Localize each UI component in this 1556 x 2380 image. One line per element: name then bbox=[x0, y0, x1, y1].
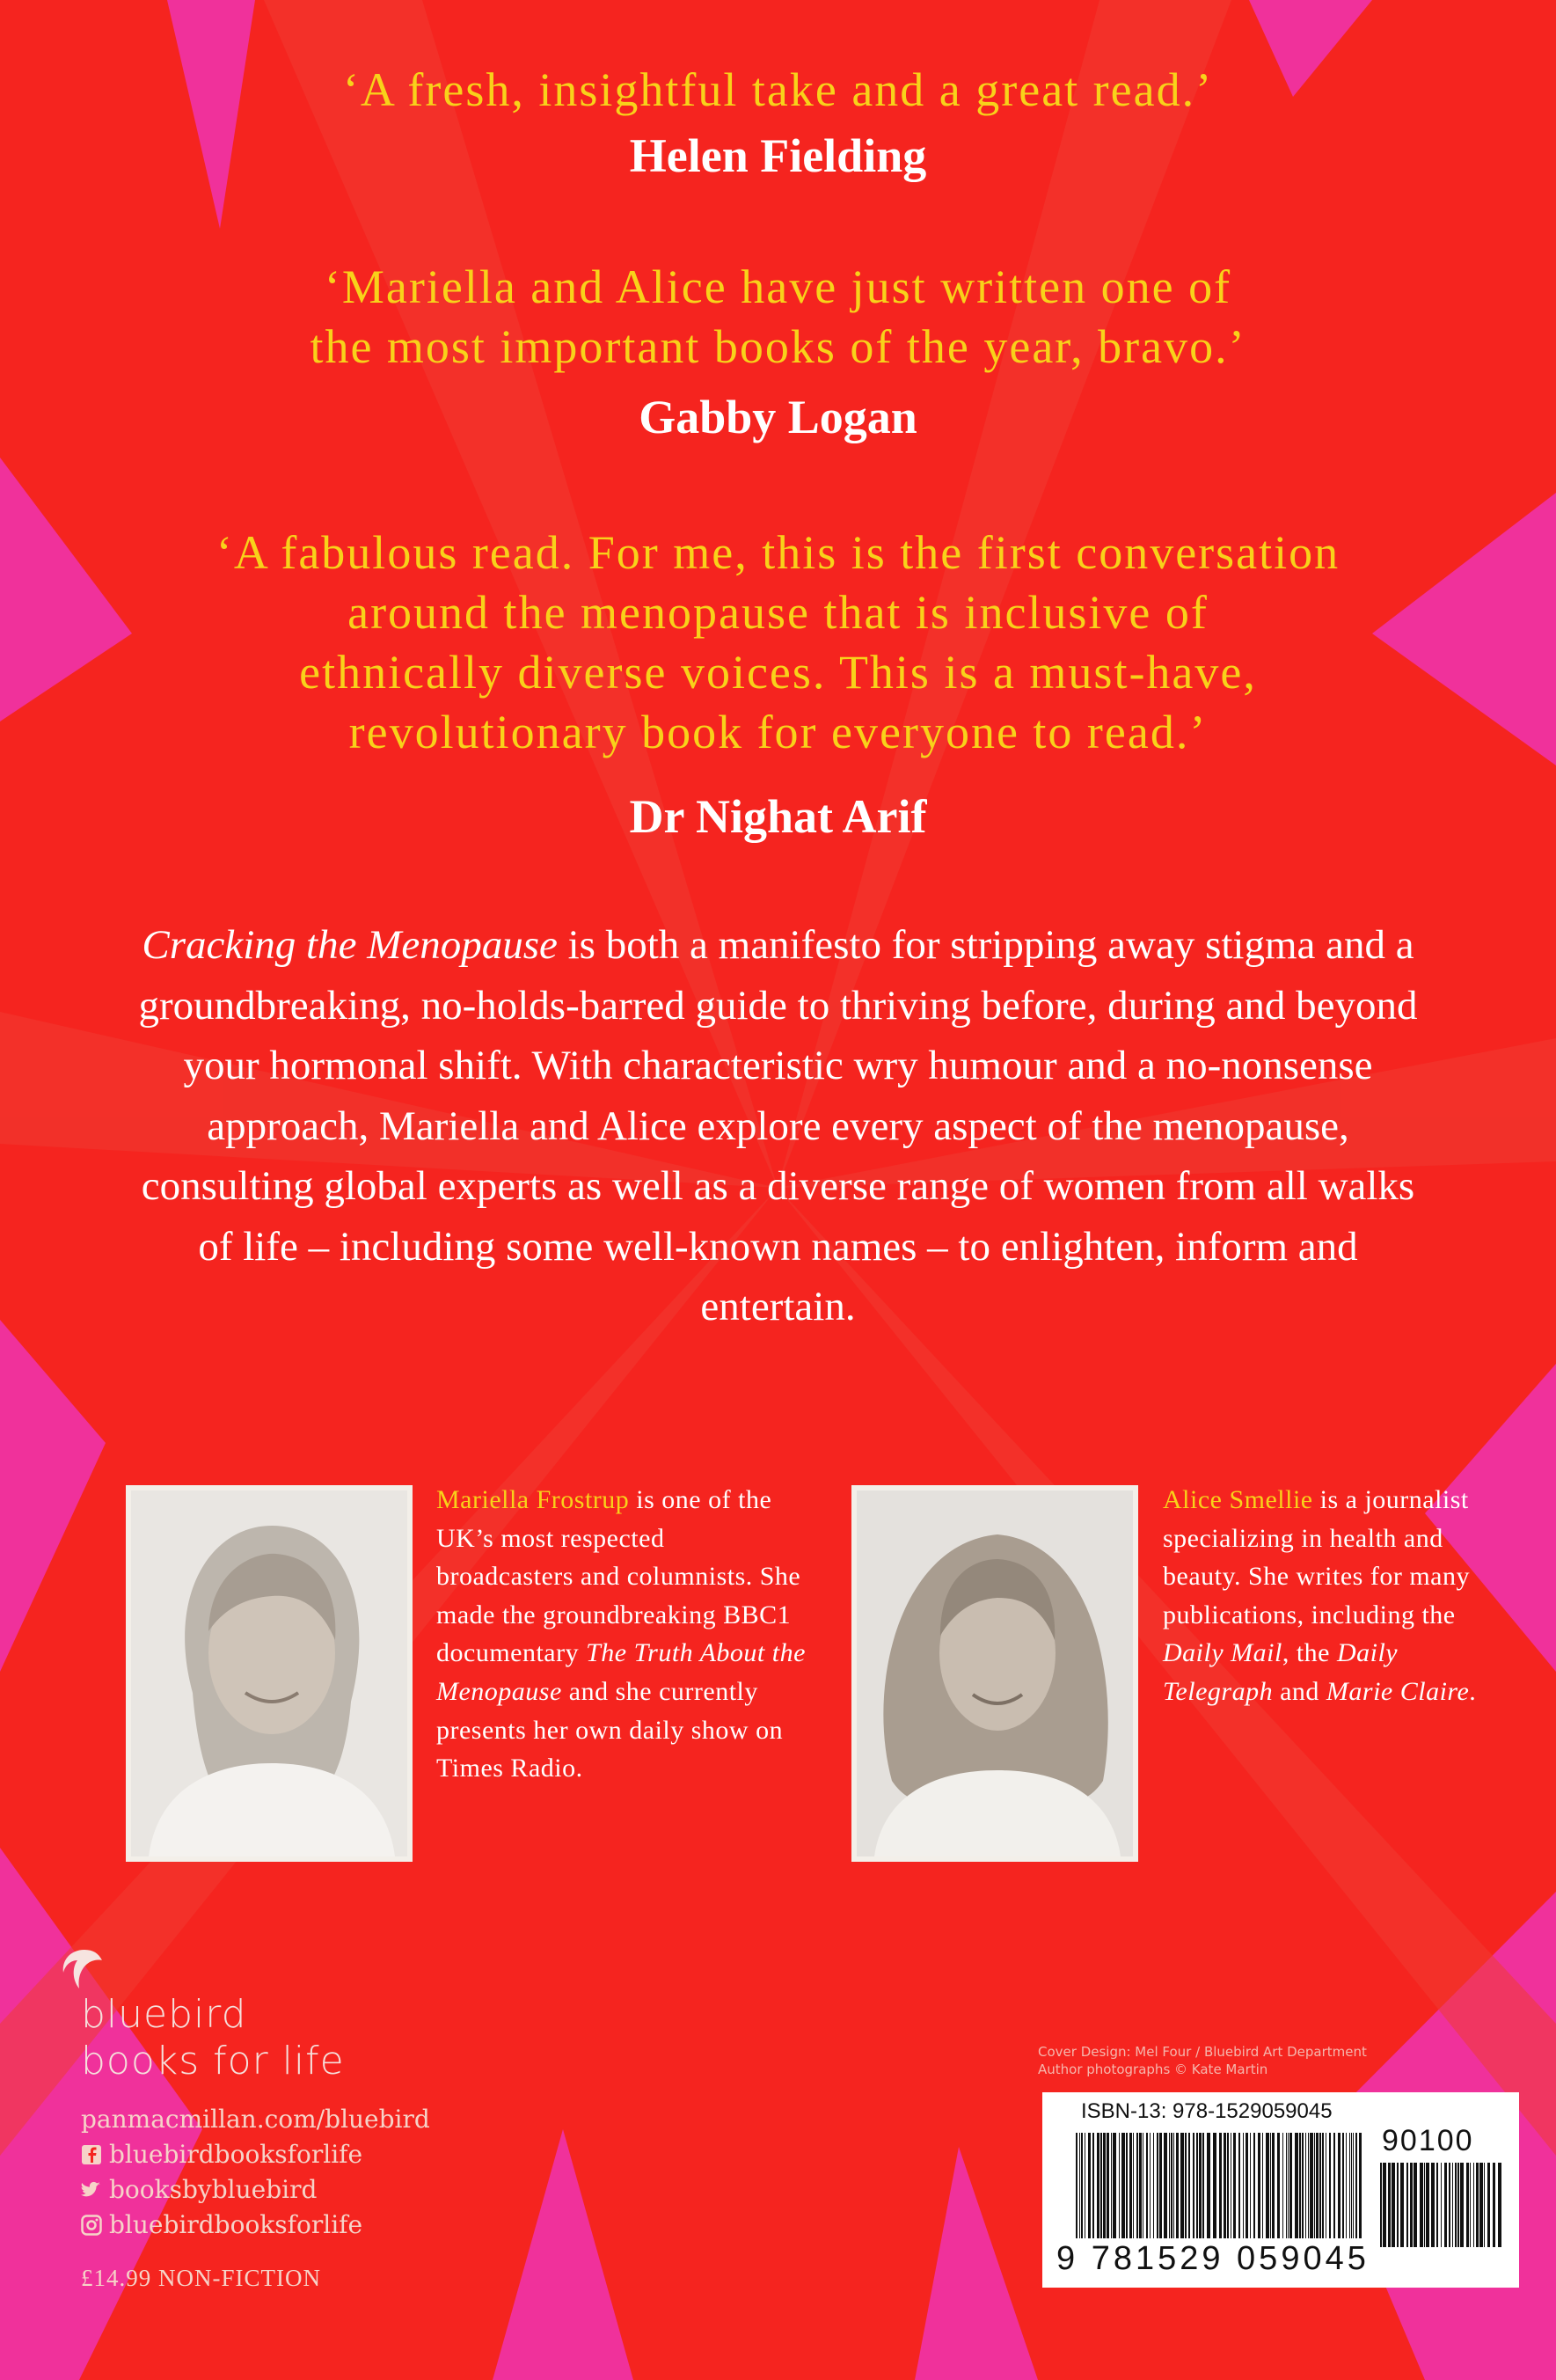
barcode-bar bbox=[1233, 2133, 1236, 2238]
barcode-bar bbox=[1289, 2133, 1292, 2238]
barcode-bar bbox=[1349, 2133, 1350, 2238]
barcode-bar bbox=[1238, 2133, 1240, 2238]
barcode-bar bbox=[1262, 2133, 1263, 2238]
barcode-bar bbox=[1302, 2133, 1304, 2238]
barcode-bar bbox=[1253, 2133, 1255, 2238]
barcode-bar bbox=[1097, 2133, 1099, 2238]
bio-text: is a journalist specializing in health and beauty. She writes for many publications, including the bbox=[1163, 1485, 1470, 1629]
barcode-bar bbox=[1400, 2163, 1404, 2247]
portrait-placeholder-icon bbox=[131, 1490, 407, 1856]
book-blurb bbox=[132, 915, 1424, 1337]
author-name-alice: Alice Smellie bbox=[1163, 1485, 1313, 1514]
barcode-bar bbox=[1126, 2133, 1128, 2238]
publication-daily-telegraph: Daily Telegraph bbox=[1163, 1638, 1399, 1706]
barcode-bar bbox=[1153, 2133, 1154, 2238]
author-photo-mariella bbox=[126, 1485, 413, 1862]
bluebird-logo-icon bbox=[58, 1946, 106, 1994]
barcode-bar bbox=[1185, 2133, 1187, 2238]
barcode-bar bbox=[1111, 2133, 1112, 2238]
quote-3-author: Dr Nighat Arif bbox=[629, 790, 927, 843]
publisher-tagline: books for life bbox=[81, 2039, 345, 2083]
barcode-bar bbox=[1466, 2163, 1469, 2247]
barcode-bar bbox=[1305, 2133, 1306, 2238]
barcode-bar bbox=[1213, 2133, 1216, 2238]
barcode-bar bbox=[1272, 2133, 1275, 2238]
barcode-bar bbox=[1258, 2133, 1260, 2238]
barcode-bar bbox=[1121, 2133, 1125, 2238]
barcode-bar bbox=[1224, 2133, 1226, 2238]
barcode-bar bbox=[1246, 2133, 1248, 2238]
addon-barcode-icon bbox=[1380, 2163, 1503, 2247]
barcode-bar bbox=[1487, 2163, 1490, 2247]
barcode-bar bbox=[1277, 2133, 1280, 2238]
barcode-bar bbox=[1338, 2133, 1340, 2238]
barcode-bar bbox=[1171, 2133, 1172, 2238]
author-photo-alice bbox=[851, 1485, 1138, 1862]
barcode-bar bbox=[1150, 2133, 1151, 2238]
barcode-bar bbox=[1397, 2163, 1399, 2247]
barcode-bar bbox=[1188, 2133, 1190, 2238]
barcode-bar bbox=[1470, 2163, 1471, 2247]
barcode-bar bbox=[1286, 2133, 1287, 2238]
bio-separator: and bbox=[1273, 1676, 1326, 1706]
barcode-bar bbox=[1079, 2133, 1080, 2238]
barcode-bar bbox=[1199, 2133, 1202, 2238]
barcode-bar bbox=[1392, 2163, 1395, 2247]
barcode-bar bbox=[1113, 2133, 1116, 2238]
barcode-bar bbox=[1455, 2163, 1457, 2247]
barcode-bar bbox=[1103, 2133, 1106, 2238]
barcode-bar bbox=[1193, 2133, 1194, 2238]
barcode-bar bbox=[1164, 2133, 1167, 2238]
documentary-title: The Truth About the Menopause bbox=[436, 1638, 806, 1706]
barcode-bar bbox=[1314, 2133, 1315, 2238]
publisher-name: bluebird bbox=[81, 1992, 247, 2037]
barcode-bar bbox=[1355, 2133, 1357, 2238]
barcode-bar bbox=[1414, 2163, 1417, 2247]
barcode-bar bbox=[1173, 2133, 1174, 2238]
barcode-bar bbox=[1219, 2133, 1222, 2238]
barcode-bar bbox=[1426, 2163, 1429, 2247]
publication-marie-claire: Marie Claire bbox=[1326, 1676, 1470, 1706]
barcode-bar bbox=[1329, 2133, 1331, 2238]
barcode-bar bbox=[1479, 2163, 1483, 2247]
facebook-icon bbox=[81, 2144, 102, 2165]
barcode-bar bbox=[1202, 2133, 1204, 2238]
barcode-bar bbox=[1288, 2133, 1289, 2238]
barcode-bar bbox=[1081, 2133, 1083, 2238]
barcode-bar bbox=[1176, 2133, 1179, 2238]
publisher-facebook bbox=[81, 2136, 362, 2173]
isbn-label: ISBN-13: 978-1529059045 bbox=[1081, 2099, 1333, 2123]
barcode-bar bbox=[1299, 2133, 1301, 2238]
barcode-bar bbox=[1473, 2163, 1474, 2247]
barcode-bar bbox=[1146, 2133, 1148, 2238]
portrait-placeholder-icon bbox=[857, 1490, 1133, 1856]
barcode-bar bbox=[1250, 2133, 1251, 2238]
barcode-bar bbox=[1431, 2163, 1435, 2247]
barcode-bar bbox=[1133, 2133, 1134, 2238]
barcode-bar bbox=[1351, 2133, 1352, 2238]
barcode-bar bbox=[1342, 2133, 1344, 2238]
quote-2-author: Gabby Logan bbox=[639, 391, 917, 443]
blurb-text: is both a manifesto for stripping away stigma and a groundbreaking, no-holds-barred guide to thriving before, during and beyond your hormonal shift. With characteristic wry humour and a no-nonsense approach, Mariella and Alice explore every aspect of the menopause, consulting global experts as well as a diverse range of women from all walks of life – including some well-known names – to enlighten, inform and entertain. bbox=[138, 922, 1418, 1329]
barcode-bar bbox=[1310, 2133, 1313, 2238]
barcode-bar bbox=[1180, 2133, 1184, 2238]
barcode-bar bbox=[1353, 2133, 1354, 2238]
photo-credit: Author photographs © Kate Martin bbox=[1038, 2061, 1268, 2077]
barcode-bar bbox=[1383, 2163, 1386, 2247]
barcode-bar bbox=[1227, 2133, 1229, 2238]
barcode-bar bbox=[1388, 2163, 1391, 2247]
quote-1-author: Helen Fielding bbox=[629, 129, 927, 182]
barcode-bar bbox=[1308, 2133, 1309, 2238]
barcode-bar bbox=[1088, 2133, 1091, 2238]
barcode-bar bbox=[1076, 2133, 1078, 2238]
barcode-bar bbox=[1157, 2133, 1158, 2238]
facebook-handle: bluebirdbooksforlife bbox=[109, 2140, 363, 2169]
bio-text: is one of the UK’s most respected broadcasters and columnists. She made the groundbreaking BBC1 documentary bbox=[436, 1485, 801, 1668]
barcode-bar bbox=[1129, 2133, 1132, 2238]
barcode-bar bbox=[1406, 2163, 1408, 2247]
barcode-bar bbox=[1270, 2133, 1271, 2238]
barcode-bar bbox=[1476, 2163, 1479, 2247]
barcode-bar bbox=[1444, 2163, 1447, 2247]
twitter-handle: booksbybluebird bbox=[109, 2175, 318, 2204]
author-name-mariella: Mariella Frostrup bbox=[436, 1485, 630, 1514]
barcode-bar bbox=[1460, 2163, 1464, 2247]
barcode-bar bbox=[1136, 2133, 1138, 2238]
isbn-digits: 9 781529 059045 bbox=[1056, 2240, 1370, 2277]
bio-text-end: and she currently presents her own daily show on Times Radio. bbox=[436, 1676, 784, 1783]
barcode-bar bbox=[1092, 2133, 1094, 2238]
barcode-bar bbox=[1119, 2133, 1120, 2238]
barcode-bar bbox=[1359, 2133, 1362, 2238]
barcode-bar bbox=[1266, 2133, 1269, 2238]
quote-3: ‘A fabulous read. For me, this is the first conversation around the menopause that is inclusive of ethnically diverse voices. This is a must-have, revolutionary book for everyone to read.’ bbox=[216, 526, 1340, 758]
barcode-bar bbox=[1424, 2163, 1425, 2247]
cover-credits bbox=[1038, 2043, 1495, 2078]
barcode-bar bbox=[1316, 2133, 1319, 2238]
barcode-bar bbox=[1333, 2133, 1335, 2238]
price-code: 90100 bbox=[1382, 2124, 1474, 2157]
bio-separator: , the bbox=[1282, 1638, 1337, 1668]
publisher-instagram bbox=[81, 2207, 362, 2244]
cover-design-credit: Cover Design: Mel Four / Bluebird Art Department bbox=[1038, 2044, 1367, 2060]
barcode-bar bbox=[1449, 2163, 1450, 2247]
quote-2: ‘Mariella and Alice have just written one of the most important books of the year, bravo.’ bbox=[310, 260, 1246, 373]
barcode-bar bbox=[1319, 2133, 1321, 2238]
barcode-icon bbox=[1076, 2133, 1366, 2247]
barcode-bar bbox=[1107, 2133, 1109, 2238]
barcode-bar bbox=[1452, 2163, 1453, 2247]
barcode-bar bbox=[1322, 2133, 1324, 2238]
book-title: Cracking the Menopause bbox=[142, 922, 558, 968]
instagram-handle: bluebirdbooksforlife bbox=[109, 2210, 363, 2239]
twitter-icon bbox=[81, 2179, 102, 2201]
barcode-bar bbox=[1420, 2163, 1423, 2247]
barcode-bar bbox=[1196, 2133, 1198, 2238]
barcode-bar bbox=[1410, 2163, 1413, 2247]
bio-text-end: . bbox=[1469, 1676, 1477, 1706]
barcode-bar bbox=[1159, 2133, 1162, 2238]
publisher-twitter bbox=[81, 2171, 317, 2208]
barcode-bar bbox=[1207, 2133, 1210, 2238]
price-category: £14.99 NON-FICTION bbox=[81, 2265, 321, 2291]
barcode-bar bbox=[1436, 2163, 1438, 2247]
barcode-bar bbox=[1441, 2163, 1442, 2247]
author-bio-mariella bbox=[436, 1481, 806, 1788]
barcode-bar bbox=[1169, 2133, 1170, 2238]
barcode-bar bbox=[1295, 2133, 1298, 2238]
publication-daily-mail: Daily Mail bbox=[1163, 1638, 1282, 1668]
barcode-bar bbox=[1100, 2133, 1102, 2238]
barcode-bar bbox=[1346, 2133, 1347, 2238]
barcode-bar bbox=[1380, 2163, 1382, 2247]
barcode-bar bbox=[1484, 2163, 1485, 2247]
barcode-panel bbox=[1042, 2092, 1519, 2288]
quote-1: ‘A fresh, insightful take and a great read.’ bbox=[342, 63, 1214, 116]
barcode-bar bbox=[1498, 2163, 1501, 2247]
barcode-bar bbox=[1493, 2163, 1495, 2247]
barcode-bar bbox=[1243, 2133, 1244, 2238]
publisher-website: panmacmillan.com/bluebird bbox=[81, 2105, 430, 2134]
barcode-bar bbox=[1457, 2163, 1459, 2247]
barcode-bar bbox=[1139, 2133, 1142, 2238]
instagram-icon bbox=[81, 2215, 102, 2236]
author-bio-alice bbox=[1163, 1481, 1501, 1711]
barcode-bar bbox=[1282, 2133, 1283, 2238]
